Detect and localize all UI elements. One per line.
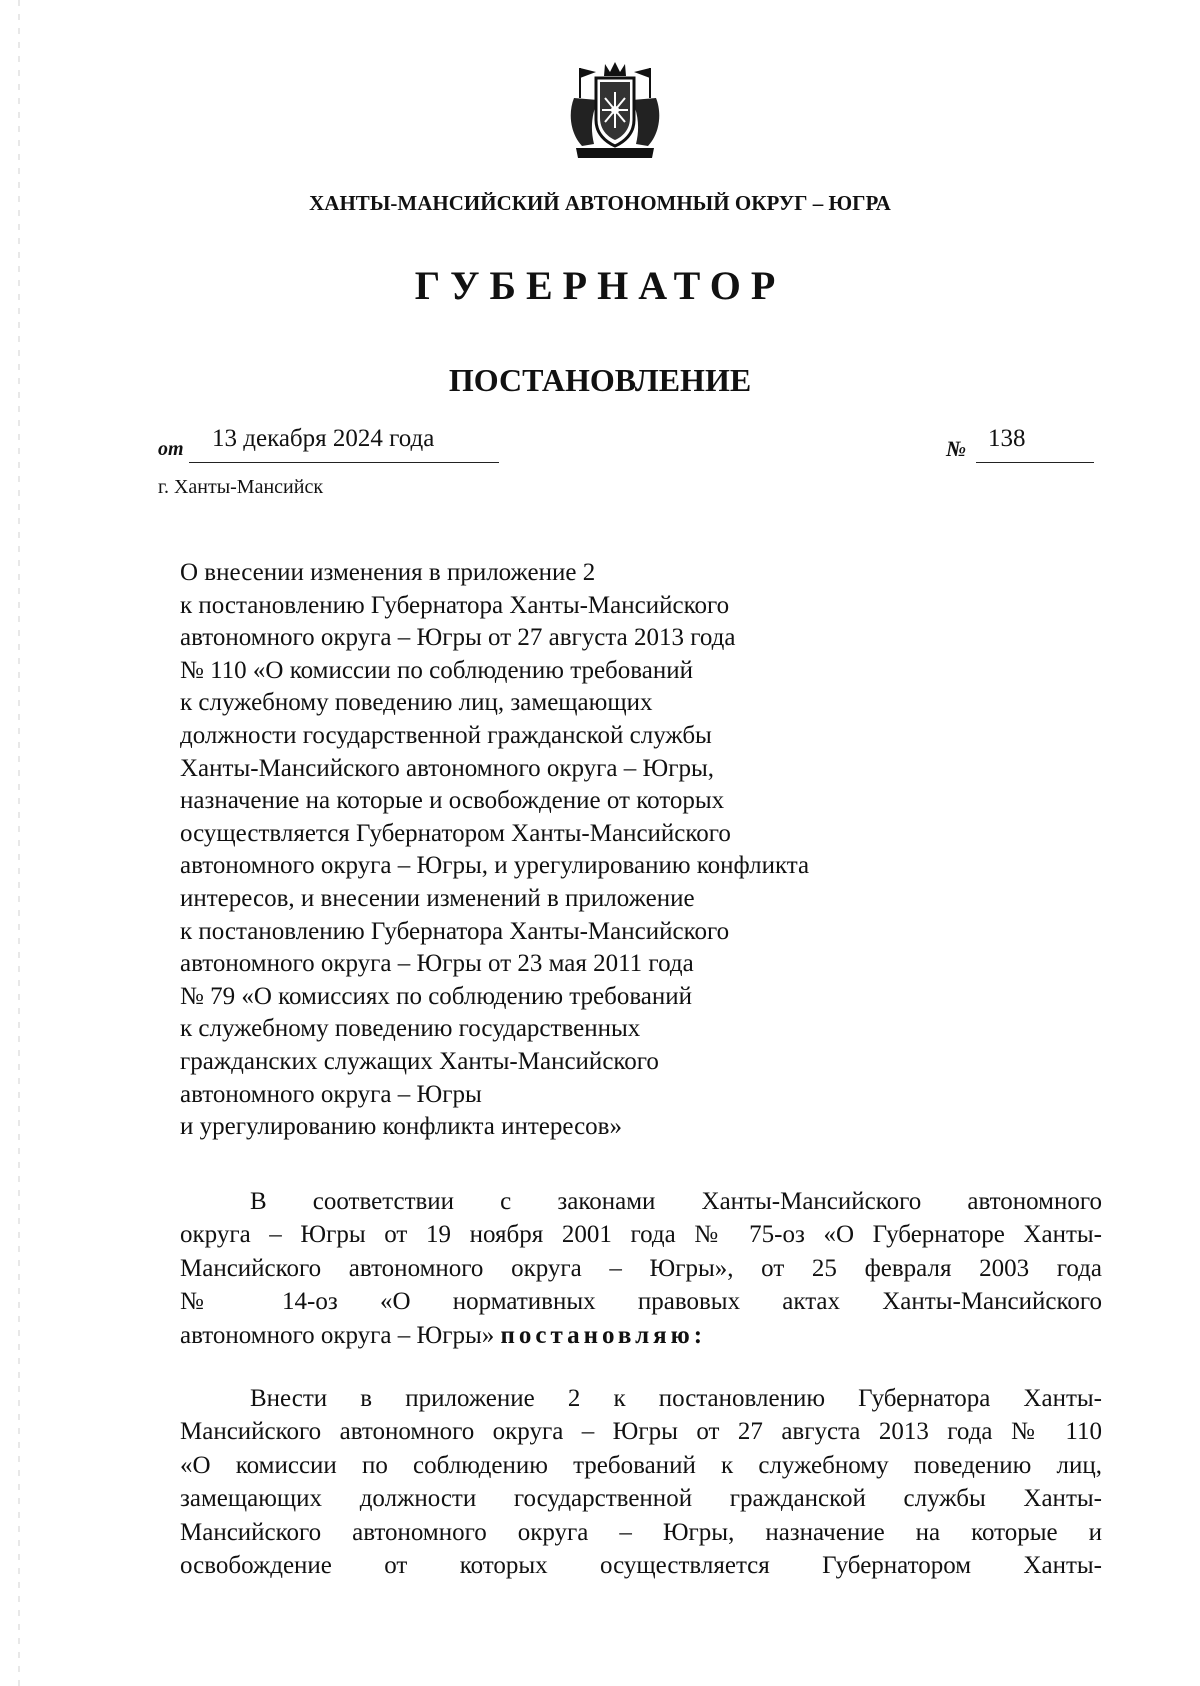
paragraph-line: № 14-оз «О нормативных правовых актах Ханты-Мансийского (180, 1288, 1102, 1316)
paragraph-line-text: автономного округа – Югры» (180, 1321, 501, 1349)
document-subject (180, 557, 940, 1144)
paragraph-line: замещающих должности государственной гражданской службы Ханты- (180, 1485, 1102, 1513)
region-title: ХАНТЫ-МАНСИЙСКИЙ АВТОНОМНЫЙ ОКРУГ – ЮГРА (309, 191, 891, 215)
date-prefix-label: от (158, 438, 184, 460)
subject-line: назначение на которые и освобождение от которых (180, 787, 725, 815)
paragraph-line: Мансийского автономного округа – Югры», от 25 февраля 2003 года (180, 1254, 1102, 1282)
date-underline (189, 462, 499, 463)
subject-line: № 79 «О комиссиях по соблюдению требований (180, 982, 693, 1010)
document-type-title: ПОСТАНОВЛЕНИЕ (448, 362, 752, 398)
subject-line: интересов, и внесении изменений в приложение (180, 884, 695, 912)
subject-line: автономного округа – Югры (180, 1080, 482, 1108)
operative-paragraph (180, 1382, 1102, 1582)
subject-line: к служебному поведению лиц, замещающих (180, 689, 653, 717)
paragraph-line: Внести в приложение 2 к постановлению Губернатора Ханты- (250, 1385, 1102, 1412)
subject-line: должности государственной гражданской службы (180, 721, 712, 749)
document-number: 138 (988, 425, 1026, 452)
paragraph-line: освобождение от которых осуществляется Губернатором Ханты- (180, 1552, 1102, 1580)
city-label: г. Ханты-Мансийск (158, 476, 324, 498)
paragraph-line: «О комиссии по соблюдению требований к служебному поведению лиц, (180, 1451, 1102, 1479)
resolve-keyword: постановляю: (500, 1321, 707, 1349)
subject-line: автономного округа – Югры, и урегулированию конфликта (180, 852, 810, 880)
number-underline (976, 462, 1094, 463)
document-date: 13 декабря 2024 года (212, 425, 435, 452)
subject-line: осуществляется Губернатором Ханты-Мансийского (180, 819, 731, 847)
paragraph-line (180, 1319, 1102, 1352)
paragraph-line: округа – Югры от 19 ноября 2001 года № 75-оз «О Губернаторе Ханты- (180, 1221, 1102, 1249)
subject-line: к постановлению Губернатора Ханты-Мансийского (180, 917, 730, 945)
subject-line: автономного округа – Югры от 23 мая 2011 года (180, 950, 694, 978)
subject-line: автономного округа – Югры от 27 августа 2013 года (180, 624, 736, 652)
subject-line: и урегулированию конфликта интересов» (180, 1113, 622, 1141)
paragraph-line: Мансийского автономного округа – Югры от 27 августа 2013 года № 110 (180, 1418, 1102, 1446)
subject-line: гражданских служащих Ханты-Мансийского (180, 1047, 659, 1075)
subject-line: к служебному поведению государственных (180, 1015, 641, 1043)
paragraph-line: Мансийского автономного округа – Югры, назначение на которые и (180, 1518, 1102, 1546)
subject-line: к постановлению Губернатора Ханты-Мансийского (180, 591, 730, 619)
coat-of-arms-icon (560, 58, 670, 163)
subject-line: Ханты-Мансийского автономного округа – Югры, (180, 754, 715, 782)
subject-line: О внесении изменения в приложение 2 (180, 559, 596, 586)
subject-line: № 110 «О комиссии по соблюдению требований (180, 656, 693, 684)
authority-title: ГУБЕРНАТОР (414, 263, 786, 308)
paragraph-line: В соответствии с законами Ханты-Мансийского автономного (250, 1188, 1102, 1215)
number-prefix-label: № (946, 436, 967, 461)
preamble-paragraph (180, 1185, 1102, 1352)
scan-edge-artifact (18, 0, 20, 1686)
